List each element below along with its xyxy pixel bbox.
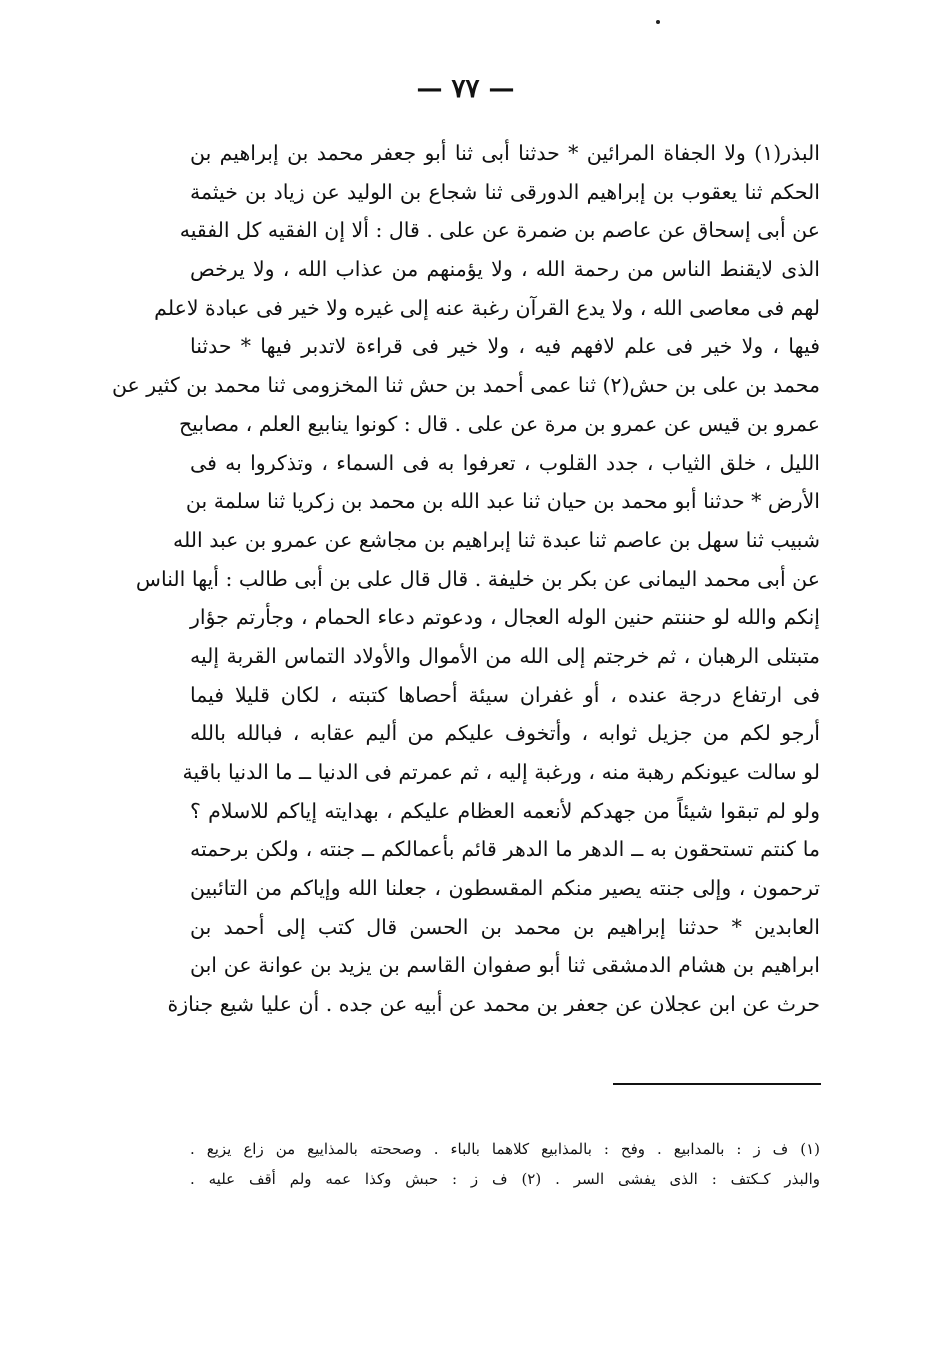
text-line: شبيب ثنا سهل بن عاصم ثنا عبدة ثنا إبراهيم بن مجاشع عن عمرو بن عبد الله: [173, 527, 820, 552]
footnote-line: (١) ف ز : بالمدابيع . وفح : بالمذابيع كلاهما بالباء . وصححته بالمذاييع من زاع يزيع .: [190, 1140, 820, 1158]
text-line: الذى لايقنط الناس من رحمة الله ، ولا يؤمنهم من عذاب الله ، ولا يرخص: [190, 257, 820, 282]
text-line: لهم فى معاصى الله ، ولا يدع القرآن رغبة عنه إلى غيره ولا خير فى عبادة لاعلم: [154, 295, 820, 320]
text-line: أرجو لكم من جزيل ثوابه ، وأتخوف عليكم من أليم عقابه ، فبالله بالله: [190, 721, 820, 746]
text-line: الليل ، خلق الثياب ، جدد القلوب ، تعرفوا به فى السماء ، وتذكروا به فى: [190, 450, 820, 475]
text-line: عن أبى إسحاق عن عاصم بن ضمرة عن على . قال : ألا إن الفقيه كل الفقيه: [179, 218, 820, 243]
footnotes: [190, 1134, 820, 1194]
ink-speck: [656, 20, 660, 24]
text-line: العابدين * حدثنا إبراهيم بن محمد بن الحسن قال كتب إلى أحمد بن: [190, 914, 820, 939]
footnote-line: والبذر كـكتف : الذى يفشى السر . (٢) ف ز : حبش وكذا عمه ولم أقف عليه .: [190, 1170, 820, 1188]
text-line: عمرو بن قيس عن عمرو بن مرة عن على . قال : كونوا ينابيع العلم ، مصابيح: [178, 411, 820, 436]
text-line: إنكم والله لو حننتم حنين الوله العجال ، ودعوتم دعاء الحمام ، وجأرتم جؤار: [190, 605, 820, 630]
text-line: ابراهيم بن هشام الدمشقى ثنا أبو صفوان القاسم بن يزيد بن عوانة عن ابن: [190, 953, 820, 978]
text-line: الحكم ثنا يعقوب بن إبراهيم الدورقى ثنا شجاع بن الوليد عن زياد بن خيثمة: [190, 179, 820, 204]
text-line: محمد بن على بن حش(٢) ثنا عمى أحمد بن حش ثنا المخزومى ثنا محمد بن كثير عن: [111, 373, 820, 398]
text-line: الأرض * حدثنا أبو محمد بن حيان ثنا عبد الله بن محمد بن زكريا ثنا سلمة بن: [185, 489, 820, 514]
text-line: عن أبى محمد اليمانى عن بكر بن خليفة . قال قال على بن أبى طالب : أيها الناس: [135, 566, 820, 591]
text-line: متبتلى الرهبان ، ثم خرجتم إلى الله من الأموال والأولاد التماس القربة إليه: [190, 643, 820, 668]
page-number: — ٧٧ —: [416, 74, 515, 104]
text-line: ولو لم تبقوا شيئاً من جهدكم لأنعمه العظام عليكم ، بهدايته إياكم للاسلام ؟: [190, 798, 820, 823]
text-line: لو سالت عيونكم رهبة منه ، ورغبة إليه ، ثم عمرتم فى الدنيا ــ ما الدنيا باقية: [182, 760, 820, 784]
text-line: حرث عن ابن عجلان عن جعفر بن محمد عن أبيه عن جده . أن عليا شيع جنازة: [167, 992, 820, 1017]
text-line: البذر(١) ولا الجفاة المرائين * حدثنا أبى ثنا أبو جعفر محمد بن إبراهيم بن: [190, 141, 820, 165]
footnote-divider: [613, 1083, 821, 1085]
text-line: ترحمون ، وإلى جنته يصير منكم المقسطون ، جعلنا الله وإياكم من التائبين: [190, 876, 820, 901]
main-text: [111, 134, 820, 1024]
text-line: ما كنتم تستحقون به ــ الدهر ما الدهر قائم بأعمالكم ــ جنته ، ولكن برحمته: [190, 837, 820, 862]
text-line: فى ارتفاع درجة عنده ، أو غفران سيئة أحصاها كتبته ، لكان قليلا فيما: [190, 682, 820, 707]
text-line: فيها ، ولا خير فى علم لافهم فيه ، ولا خير فى قراءة لاتدبر فيها * حدثنا: [190, 334, 820, 359]
